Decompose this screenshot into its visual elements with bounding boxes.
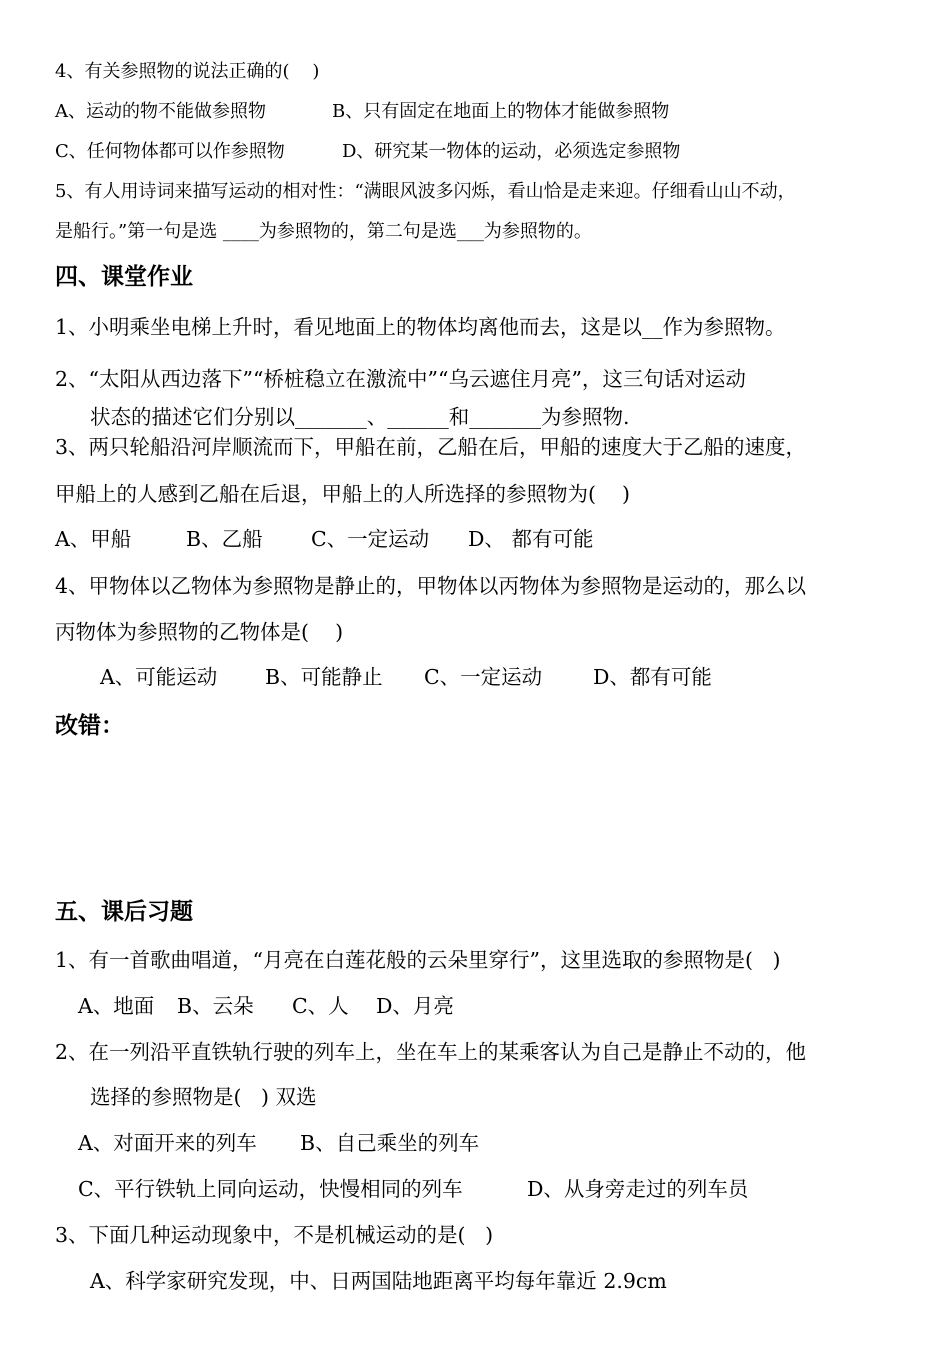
s5-q3-option-a: A、科学家研究发现，中、日两国陆地距离平均每年靠近 2.9cm [90,1269,667,1293]
s4-q4-line2: 丙物体为参照物的乙物体是( ) [55,620,344,644]
s5-q1: 1、有一首歌曲唱道，“月亮在白莲花般的云朵里穿行”，这里选取的参照物是( ) [55,948,781,972]
corrections-title: 改错： [55,713,124,739]
s4-q4-line1: 4、甲物体以乙物体为参照物是静止的，甲物体以丙物体为参照物是运动的，那么以 [55,574,807,598]
option-b: B、只有固定在地面上的物体才能做参照物 [332,101,670,122]
s4-q3-line1: 3、两只轮船沿河岸顺流而下，甲船在前，乙船在后，甲船的速度大于乙船的速度， [55,435,807,459]
option-c: C、一定运动 [424,665,543,689]
option-c: C、一定运动 [311,527,430,551]
option-b: B、云朵 [177,994,254,1018]
option-a: A、可能运动 [100,665,218,689]
q5-line2: 是船行。”第一句是选 ____为参照物的，第二句是选___为参照物的。 [55,221,592,242]
q4-stem: 4、有关参照物的说法正确的( ) [55,61,320,82]
option-d: D、研究某一物体的运动，必须选定参照物 [342,141,681,162]
option-d: D、都有可能 [593,665,712,689]
q5-line1: 5、有人用诗词来描写运动的相对性：“满眼风波多闪烁，看山恰是走来迎。仔细看山山不动， [55,181,796,202]
section4-title: 四、课堂作业 [55,264,193,290]
option-c: C、人 [292,994,349,1018]
s5-q2-options-row1 [78,1126,479,1156]
option-b: B、乙船 [186,527,263,551]
s5-q1-options [78,989,454,1019]
q4-options-row2 [55,137,680,163]
s4-q3-line2: 甲船上的人感到乙船在后退，甲船上的人所选择的参照物为( ) [55,482,631,506]
s4-q3-options [55,522,593,552]
option-b: B、自己乘坐的列车 [300,1131,480,1155]
option-d: D、从身旁走过的列车员 [527,1177,749,1201]
s5-q2-line2: 选择的参照物是( ) 双选 [90,1085,317,1109]
q4-options-row1 [55,97,669,123]
option-b: B、可能静止 [265,665,383,689]
option-d: D、 都有可能 [468,527,594,551]
option-a: A、甲船 [55,527,132,551]
s4-q1: 1、小明乘坐电梯上升时，看见地面上的物体均离他而去，这是以__作为参照物。 [55,315,786,339]
s4-q2-line1: 2、“太阳从西边落下”“桥桩稳立在激流中”“乌云遮住月亮”，这三句话对运动 [55,367,746,391]
option-d: D、月亮 [376,994,454,1018]
s4-q2-line2: 状态的描述它们分别以_______、______和_______为参照物. [90,405,630,429]
s5-q2-options-row2 [78,1172,748,1202]
option-a: A、地面 [78,994,155,1018]
section5-title: 五、课后习题 [55,899,193,925]
s4-q4-options [100,660,712,690]
option-c: C、任何物体都可以作参照物 [55,141,285,162]
option-a: A、运动的物不能做参照物 [55,101,266,122]
option-a: A、对面开来的列车 [78,1131,257,1155]
s5-q2-line1: 2、在一列沿平直铁轨行驶的列车上，坐在车上的某乘客认为自己是静止不动的，他 [55,1040,807,1064]
s5-q3: 3、下面几种运动现象中，不是机械运动的是( ) [55,1223,494,1247]
option-c: C、平行铁轨上同向运动，快慢相同的列车 [78,1177,463,1201]
